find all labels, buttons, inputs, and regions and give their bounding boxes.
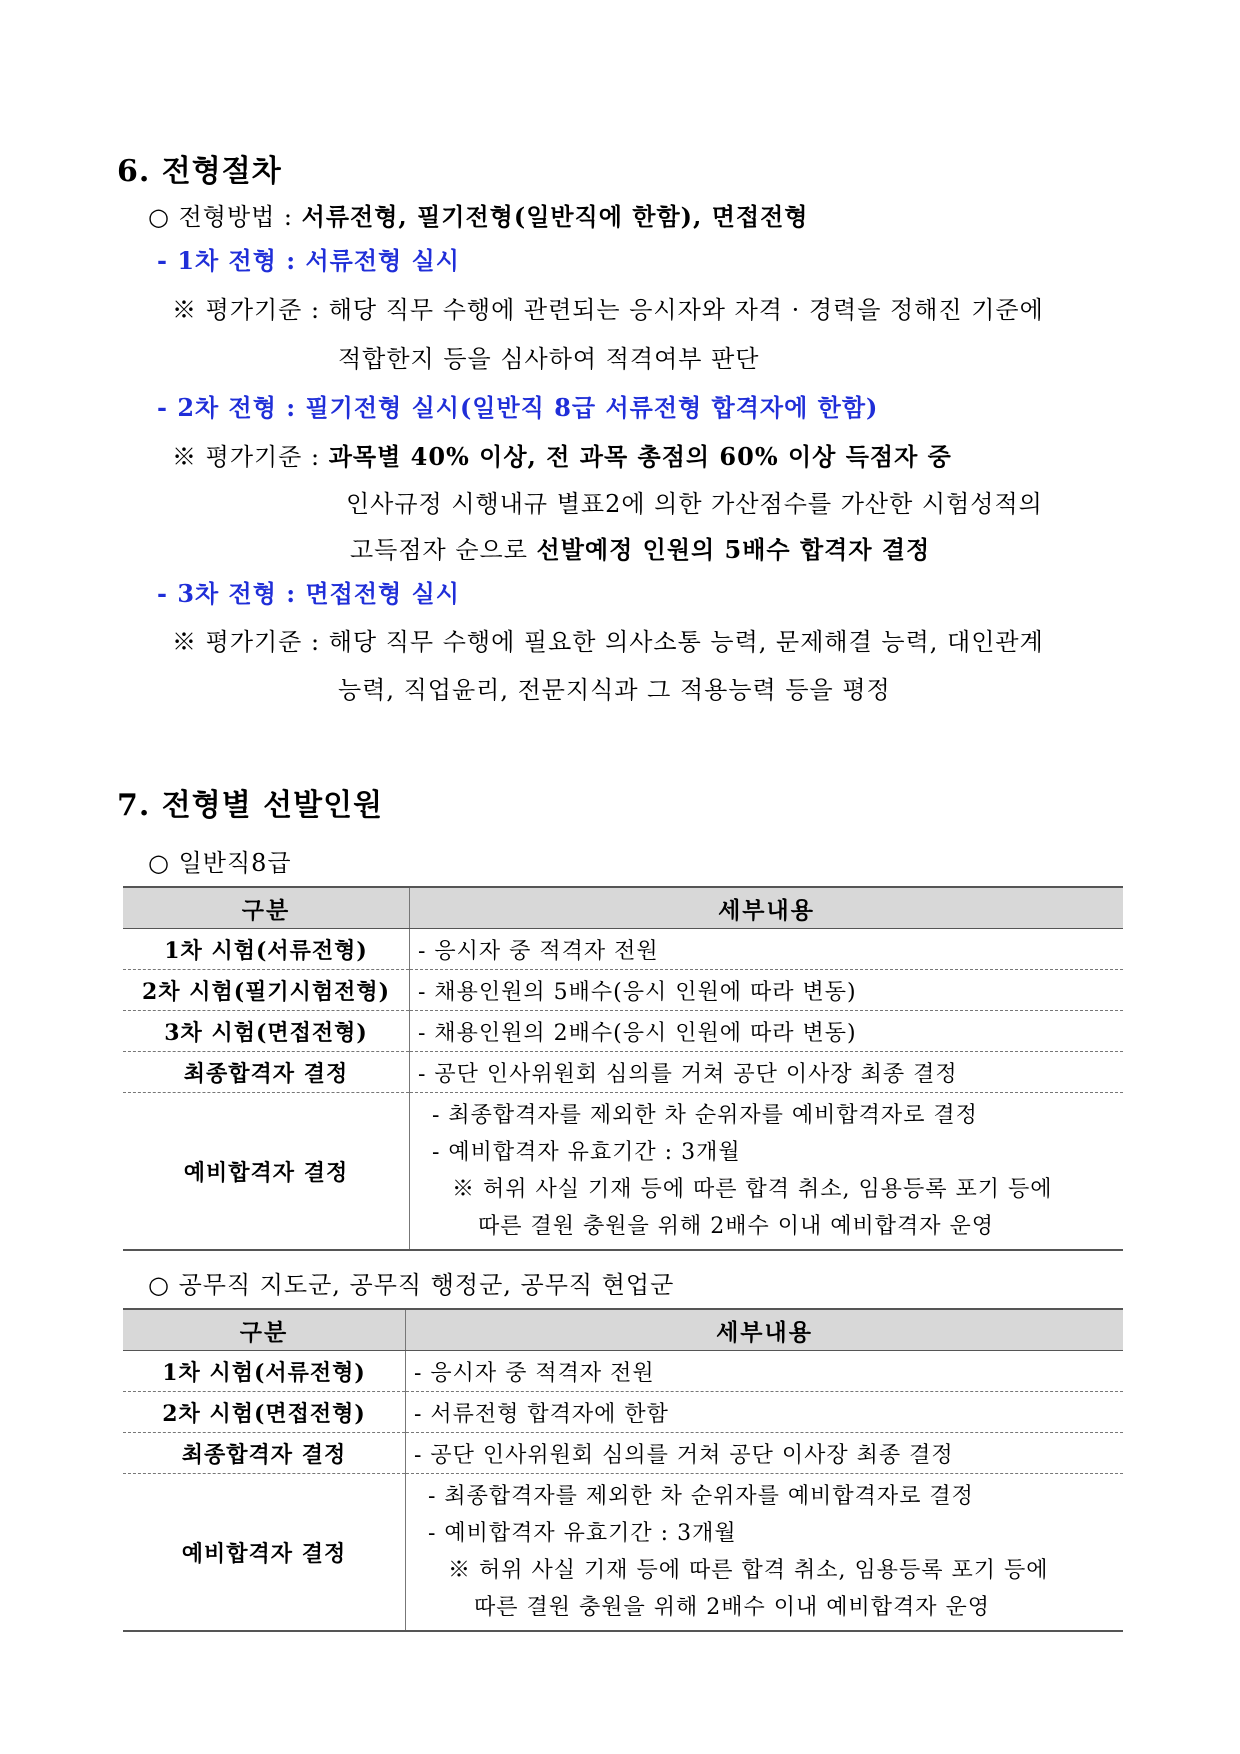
table-row: [123, 1392, 1123, 1433]
subsection-public-service: ○ 공무직 지도군, 공무직 행정군, 공무직 현업군: [148, 1271, 675, 1299]
row-category: 2차 시험(면접전형): [123, 1392, 406, 1433]
subsection-general-8: ○ 일반직8급: [148, 849, 292, 877]
row-detail: - 공단 인사위원회 심의를 거쳐 공단 이사장 최종 결정: [410, 1052, 1124, 1093]
row-category: 최종합격자 결정: [123, 1433, 406, 1474]
row-detail: - 응시자 중 적격자 전원: [410, 929, 1124, 970]
row-category: 2차 시험(필기시험전형): [123, 970, 410, 1011]
section-6-title: 6. 전형절차: [117, 154, 282, 189]
stage-2-criteria-cont2-bold: 선발예정 인원의 5배수 합격자 결정: [536, 535, 931, 564]
method-label: ○ 전형방법 :: [148, 203, 302, 231]
row-category: 1차 시험(서류전형): [123, 1351, 406, 1392]
detail-note: ※ 허위 사실 기재 등에 따른 합격 취소, 임용등록 포기 등에: [448, 1558, 1049, 1583]
selection-table-public-service: [123, 1308, 1123, 1632]
table-row: [123, 1433, 1123, 1474]
table-row: [123, 1093, 1123, 1251]
row-category: 3차 시험(면접전형): [123, 1011, 410, 1052]
detail-line: - 최종합격자를 제외한 차 순위자를 예비합격자로 결정: [432, 1103, 978, 1128]
column-header-category: 구분: [123, 1309, 406, 1351]
stage-3-heading: - 3차 전형 : 면접전형 실시: [157, 579, 460, 608]
column-header-details: 세부내용: [406, 1309, 1124, 1351]
table-row: [123, 1351, 1123, 1392]
detail-note-cont: 따른 결원 충원을 위해 2배수 이내 예비합격자 운영: [474, 1595, 990, 1620]
method-line: [148, 197, 808, 232]
stage-1-criteria-cont: 적합한지 등을 심사하여 적격여부 판단: [338, 345, 760, 373]
selection-table-general: [123, 886, 1123, 1251]
detail-line: - 최종합격자를 제외한 차 순위자를 예비합격자로 결정: [428, 1484, 974, 1509]
table-row: [123, 1474, 1123, 1632]
table-row: [123, 970, 1123, 1011]
stage-2-criteria-bold: 과목별 40% 이상, 전 과목 총점의 60% 이상 득점자 중: [328, 442, 952, 471]
row-detail: - 채용인원의 5배수(응시 인원에 따라 변동): [410, 970, 1124, 1011]
stage-2-criteria-label: ※ 평가기준 :: [172, 443, 329, 471]
detail-note: ※ 허위 사실 기재 등에 따른 합격 취소, 임용등록 포기 등에: [452, 1177, 1053, 1202]
stage-2-criteria: [172, 437, 952, 472]
stage-1-criteria: ※ 평가기준 : 해당 직무 수행에 관련되는 응시자와 자격 · 경력을 정해진 기준에: [172, 296, 1044, 324]
stage-2-criteria-cont2-text: 고득점자 순으로: [350, 536, 537, 564]
detail-line: - 예비합격자 유효기간 : 3개월: [432, 1140, 741, 1165]
column-header-category: 구분: [123, 887, 410, 929]
row-detail: - 응시자 중 적격자 전원: [406, 1351, 1124, 1392]
section-7-title: 7. 전형별 선발인원: [117, 788, 384, 823]
row-category: 1차 시험(서류전형): [123, 929, 410, 970]
table-header-row: [123, 1309, 1123, 1351]
table-header-row: [123, 887, 1123, 929]
detail-line: - 예비합격자 유효기간 : 3개월: [428, 1521, 737, 1546]
table-row: [123, 1011, 1123, 1052]
row-detail: - 공단 인사위원회 심의를 거쳐 공단 이사장 최종 결정: [406, 1433, 1124, 1474]
stage-2-heading: - 2차 전형 : 필기전형 실시(일반직 8급 서류전형 합격자에 한함): [157, 393, 879, 422]
stage-3-criteria-cont: 능력, 직업윤리, 전문지식과 그 적용능력 등을 평정: [338, 676, 891, 704]
stage-3-criteria: ※ 평가기준 : 해당 직무 수행에 필요한 의사소통 능력, 문제해결 능력, 대인관계: [172, 628, 1044, 656]
stage-2-criteria-cont1: 인사규정 시행내규 별표2에 의한 가산점수를 가산한 시험성적의: [346, 490, 1043, 518]
row-detail-multiline: [410, 1093, 1124, 1251]
detail-note-cont: 따른 결원 충원을 위해 2배수 이내 예비합격자 운영: [478, 1214, 994, 1239]
stage-1-heading: - 1차 전형 : 서류전형 실시: [157, 246, 460, 275]
row-detail: - 채용인원의 2배수(응시 인원에 따라 변동): [410, 1011, 1124, 1052]
stage-2-criteria-cont2: [350, 530, 930, 565]
row-category: 최종합격자 결정: [123, 1052, 410, 1093]
column-header-details: 세부내용: [410, 887, 1124, 929]
row-detail: - 서류전형 합격자에 한함: [406, 1392, 1124, 1433]
row-detail-multiline: [406, 1474, 1124, 1632]
row-category: 예비합격자 결정: [123, 1093, 410, 1251]
method-value: 서류전형, 필기전형(일반직에 한함), 면접전형: [301, 202, 809, 231]
table-row: [123, 1052, 1123, 1093]
row-category: 예비합격자 결정: [123, 1474, 406, 1632]
table-row: [123, 929, 1123, 970]
